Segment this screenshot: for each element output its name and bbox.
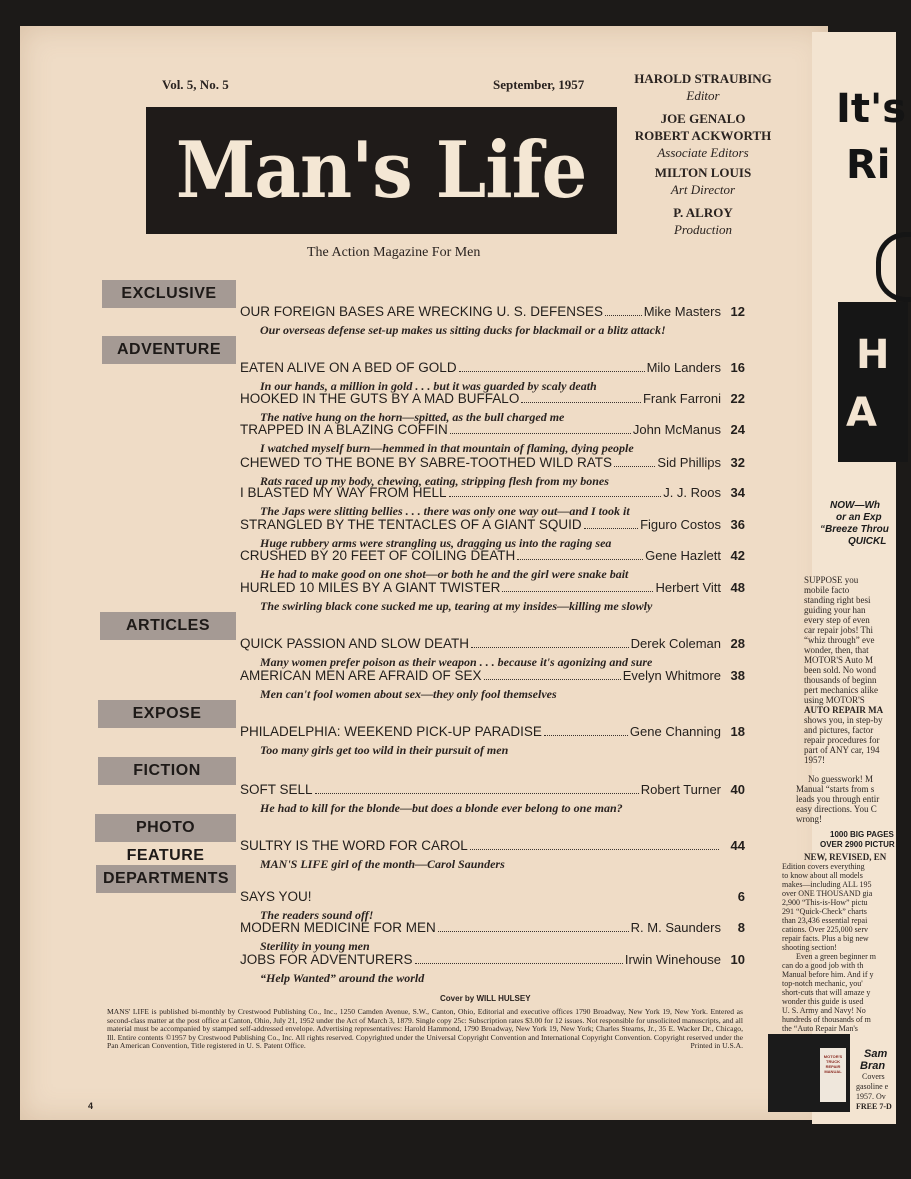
ad-subhead [820,830,899,850]
toc-entry [240,889,745,923]
ad-body-line: guiding your han [804,605,866,615]
ad-sample [856,1048,892,1112]
toc-entry [240,422,745,456]
ad-body-line: mobile facto [804,585,850,595]
staff-name: JOE GENALO [660,111,746,126]
leader-dots [521,402,641,403]
entry-page: 36 [730,517,745,532]
entry-blurb: Too many girls get too wild in their pursuit of men [260,743,509,757]
entry-author: Sid Phillips [657,455,721,470]
entry-blurb: The swirling black cone sucked me up, tearing at my insides—killing me slowly [260,599,653,613]
entry-author: Irwin Winehouse [624,952,721,967]
leader-dots [438,931,629,932]
ad-body-line: wonder, then, that [804,645,869,655]
entry-title: I BLASTED MY WAY FROM HELL [240,485,447,500]
leader-dots [449,496,662,497]
ad-body-line: and pictures, factor [804,725,874,735]
ad-sample-line: gasoline e [856,1082,889,1091]
page-number: 4 [88,1101,94,1111]
section-departments: DEPARTMENTS [96,865,236,893]
entry-page: 8 [737,920,745,935]
ad-promo-line: QUICKL [848,536,887,547]
ad-sample-line: 1957. Ov [856,1092,886,1101]
ad-body-line: 1957! [804,755,825,765]
entry-page: 34 [730,485,745,500]
leader-dots [544,735,628,736]
ad-body-line: 291 “Quick-Check” charts [782,907,867,916]
entry-blurb: I watched myself burn—hemmed in that mountain of flaming, dying people [260,441,634,455]
ad-body-line: U. S. Army and Navy! No [782,1006,866,1015]
ad-body-line: standing right besi [804,595,871,605]
staff-name: P. ALROY [673,205,733,220]
printed-in: Printed in U.S.A. [690,1041,743,1051]
logo-text: Man's Life [176,125,587,216]
entry-blurb: The readers sound off! [260,908,374,922]
leader-dots [517,559,643,560]
leader-dots [484,679,621,680]
ad-body-line: hundreds of thousands of m [782,1015,871,1024]
cover-credit: Cover by WILL HULSEY [440,994,531,1003]
ad-subhead-line: 1000 BIG PAGES - [830,830,899,839]
entry-author: Mike Masters [643,304,721,319]
entry-blurb: Rats raced up my body, chewing, eating, stripping flesh from my bones [260,474,609,488]
entry-title: STRANGLED BY THE TENTACLES OF A GIANT SQUID [240,517,582,532]
ad-headline-line: Ri [846,142,891,188]
ad-sample-line: Bran [860,1060,886,1072]
ad-promo-line: or an Exp [836,512,882,523]
leader-dots [614,466,655,467]
entry-blurb: He had to make good on one shot—or both he and the girl were snake bait [260,567,629,581]
entry-title: HOOKED IN THE GUTS BY A MAD BUFFALO [240,391,520,406]
ad-body-line: Edition covers everything [782,862,865,871]
ad-body [804,575,883,765]
entry-page: 10 [730,952,745,967]
toc-entry [240,304,745,338]
ad-body-line: shows you, in step-by [804,715,883,725]
toc-entry [240,360,745,394]
entry-page: 44 [730,838,745,853]
entry-page: 24 [730,422,745,437]
ad-body-2 [796,774,879,824]
entry-author: Frank Farroni [642,391,721,406]
ad-body-line: “whiz through” eve [804,635,875,645]
staff-role: Associate Editors [657,145,749,160]
toc-entry [240,838,745,872]
magazine-logo [146,107,617,234]
entry-blurb: The Japs were slitting bellies . . . there was only one way out—and I took it [260,504,630,518]
entry-page: 32 [730,455,745,470]
entry-page: 22 [730,391,745,406]
ad-body-line: MOTOR'S Auto M [804,655,873,665]
ad-body-line: leads you through entir [796,794,880,804]
notice-text: MANS' LIFE is published bi-monthly by Crestwood Publishing Co., Inc., 1250 Camden Avenue, S.W., Canton, Ohio, Editorial and executive offices 1790 Broadway, New York 19, New York. Entered as second-class matter at the post office at Canton, Ohio, July 21, 1952 under the Act of March 3, 1879. Single copy 25c: Subscription rates $3.00 for 12 issues. Not responsible for unsolicited manuscripts, and all material must be accompanied by stamped self-addressed envelope. Advertising representatives: Harold Hammond, 1790 Broadway, New York 19, New York; Charles Stearns, Jr., 35 E. Wacker Dr., Chicago, Ill. Entire contents ©1957 by Crestwood Publishing Co., Inc. All rights reserved. Copyrighted under the Universal Copyright Convention and International Copyright Convention. Copyright reserved under the Pan American Convention, Title registered in U. S. Patent Office. [107,1007,743,1051]
toc-entry [240,782,745,816]
entry-title: SULTRY IS THE WORD FOR CAROL [240,838,468,853]
entry-page: 16 [730,360,745,375]
toc-entry [240,548,745,582]
ad-sample-line: Sam [864,1048,888,1060]
ad-body-line: 2,900 “This-is-How” pictu [782,898,868,907]
entry-page: 48 [730,580,745,595]
toc-entry [240,724,745,758]
leader-dots [470,849,719,850]
entry-author: Gene Hazlett [645,548,721,563]
entry-blurb: Huge rubbery arms were strangling us, dragging us into the raging sea [260,536,612,550]
ad-body-line: over ONE THOUSAND gia [782,889,873,898]
section-exclusive: EXCLUSIVE [102,280,236,308]
book-cover [820,1048,846,1102]
staff-role: Production [673,222,732,237]
toc-entry [240,636,745,670]
leader-dots [584,528,638,529]
entry-page: 38 [730,668,745,683]
leader-dots [459,371,645,372]
ad-body-line: part of ANY car, 194 [804,745,880,755]
entry-blurb: Men can't fool women about sex—they only fool themselves [260,687,557,701]
ad-sample-line: FREE 7-D [856,1102,892,1111]
ad-body-line: repair procedures for [804,735,880,745]
ad-body-line: the “Auto Repair Man's [782,1024,858,1033]
entry-blurb: “Help Wanted” around the world [260,971,425,985]
leader-dots [315,793,639,794]
entry-title: AMERICAN MEN ARE AFRAID OF SEX [240,668,482,683]
section-expose: EXPOSE [98,700,236,728]
leader-dots [471,647,629,648]
ad-banner-letter: H [856,332,890,378]
issue-date: September, 1957 [493,77,585,92]
ad-body-line: Manual “starts from s [796,784,875,794]
entry-title: MODERN MEDICINE FOR MEN [240,920,436,935]
entry-title: HURLED 10 MILES BY A GIANT TWISTER [240,580,501,595]
ad-graphic-outline [876,232,911,302]
ad-body-line: SUPPOSE you [804,575,859,585]
entry-page: 18 [730,724,745,739]
entry-page: 42 [730,548,745,563]
ad-promo-line: “Breeze Throu [820,524,889,535]
entry-title: TRAPPED IN A BLAZING COFFIN [240,422,448,437]
staff-name: MILTON LOUIS [654,165,752,180]
entry-author: R. M. Saunders [630,920,721,935]
ad-body-line: wrong! [796,814,822,824]
entry-title: CHEWED TO THE BONE BY SABRE-TOOTHED WILD RATS [240,455,613,470]
toc-entry [240,580,745,614]
section-adventure: ADVENTURE [102,336,236,364]
ad-body-line: makes—including ALL 195 [782,880,872,889]
leader-dots [450,433,631,434]
ad-body-line: top-notch mechanic, you' [782,979,863,988]
toc-entry [240,485,745,519]
entry-blurb: He had to kill for the blonde—but does a blonde ever belong to one man? [260,801,623,815]
entry-blurb: Many women prefer poison as their weapon . . . because it's agonizing and sure [260,655,653,669]
entry-title: OUR FOREIGN BASES ARE WRECKING U. S. DEFENSES [240,304,604,319]
ad-body-4 [782,952,876,1033]
section-photo-feature: PHOTO FEATURE [95,814,236,842]
ad-body-line: easy directions. You C [796,804,877,814]
entry-blurb: Our overseas defense set-up makes us sitting ducks for blackmail or a blitz attack! [260,323,666,337]
ad-body-line: been sold. No wond [804,665,876,675]
ad-body-line: wonder this guide is used [782,997,864,1006]
ad-body-line: pert mechanics alike [804,685,878,695]
toc-entry [240,668,745,702]
entry-title: JOBS FOR ADVENTURERS [240,952,413,967]
toc-entry [240,517,745,551]
staff-role: Art Director [670,182,736,197]
toc-entry [240,952,745,986]
entry-author: Milo Landers [646,360,721,375]
staff-production [628,204,778,238]
toc-entry [240,455,745,489]
entry-title: EATEN ALIVE ON A BED OF GOLD [240,360,457,375]
ad-body-line: than 23,436 essential repai [782,916,868,925]
entry-author: Gene Channing [629,724,721,739]
ad-promo-line: NOW—Wh [830,500,880,511]
toc-entry [240,920,745,954]
ad-body-line: car repair jobs! Thi [804,625,874,635]
entry-title: PHILADELPHIA: WEEKEND PICK-UP PARADISE [240,724,542,739]
ad-promo [820,500,889,548]
staff-associate-editors [628,110,778,161]
ad-body-line: to know about all models [782,871,863,880]
ad-body-line: repair facts. Plus a big new [782,934,869,943]
toc-entry [240,391,745,425]
staff-editor [628,70,778,104]
ad-body-line: can do a good job with th [782,961,864,970]
ad-body-line: cations. Over 225,000 serv [782,925,868,934]
ad-body-line: shooting section! [782,943,837,952]
book-label: TRUCK REPAIR [825,1059,841,1069]
section-articles: ARTICLES [100,612,236,640]
book-label: MOTOR'S [823,1054,843,1059]
entry-author: Herbert Vitt [655,580,721,595]
staff-name: ROBERT ACKWORTH [634,128,772,143]
ad-body-line: using MOTOR'S [804,695,865,705]
staff-art-director [628,164,778,198]
leader-dots [605,315,642,316]
ad-book-image [768,1034,850,1112]
entry-author: Evelyn Whitmore [622,668,721,683]
staff-name: HAROLD STRAUBING [634,71,772,86]
ad-body-line: Even a green beginner m [796,952,876,961]
ad-body-line: every step of even [804,615,870,625]
section-fiction: FICTION [98,757,236,785]
ad-body-line: Manual before him. And if y [782,970,874,979]
entry-author: Derek Coleman [630,636,721,651]
entry-page: 40 [730,782,745,797]
entry-author: John McManus [632,422,721,437]
entry-blurb: MAN'S LIFE girl of the month—Carol Saunders [260,857,505,871]
ad-sample-line: Covers [862,1072,885,1081]
entry-blurb: The native hung on the horn—spitted, as the bull charged me [260,410,565,424]
entry-blurb: Sterility in young men [260,939,370,953]
publication-notice [107,1008,743,1051]
ad-body-line: No guesswork! M [808,774,873,784]
tagline: The Action Magazine For Men [307,245,481,260]
ad-banner-box [838,302,908,462]
ad-body-3 [782,852,886,952]
entry-author: Robert Turner [640,782,721,797]
entry-page: 28 [730,636,745,651]
book-label: MANUAL [824,1069,842,1074]
staff-role: Editor [686,88,720,103]
ad-subhead-line: OVER 2900 PICTUR [820,840,895,849]
ad-body-line: AUTO REPAIR MA [804,705,884,715]
entry-title: QUICK PASSION AND SLOW DEATH [240,636,470,651]
entry-title: SAYS YOU! [240,889,312,904]
leader-dots [502,591,653,592]
facing-page-ad [782,32,907,1124]
ad-banner-letter: A [846,390,877,436]
ad-headline-line: It's [836,86,907,132]
ad-body-line: thousands of beginn [804,675,877,685]
entry-author: J. J. Roos [663,485,721,500]
volume-number: Vol. 5, No. 5 [162,77,229,92]
ad-body-line: short-cuts that will amaze y [782,988,871,997]
ad-body-line: NEW, REVISED, EN [804,852,887,862]
entry-page: 12 [730,304,745,319]
entry-blurb: In our hands, a million in gold . . . but it was guarded by scaly death [260,379,597,393]
leader-dots [415,963,623,964]
entry-page: 6 [737,889,745,904]
entry-title: SOFT SELL [240,782,313,797]
entry-title: CRUSHED BY 20 FEET OF COILING DEATH [240,548,516,563]
entry-author: Figuro Costos [640,517,721,532]
